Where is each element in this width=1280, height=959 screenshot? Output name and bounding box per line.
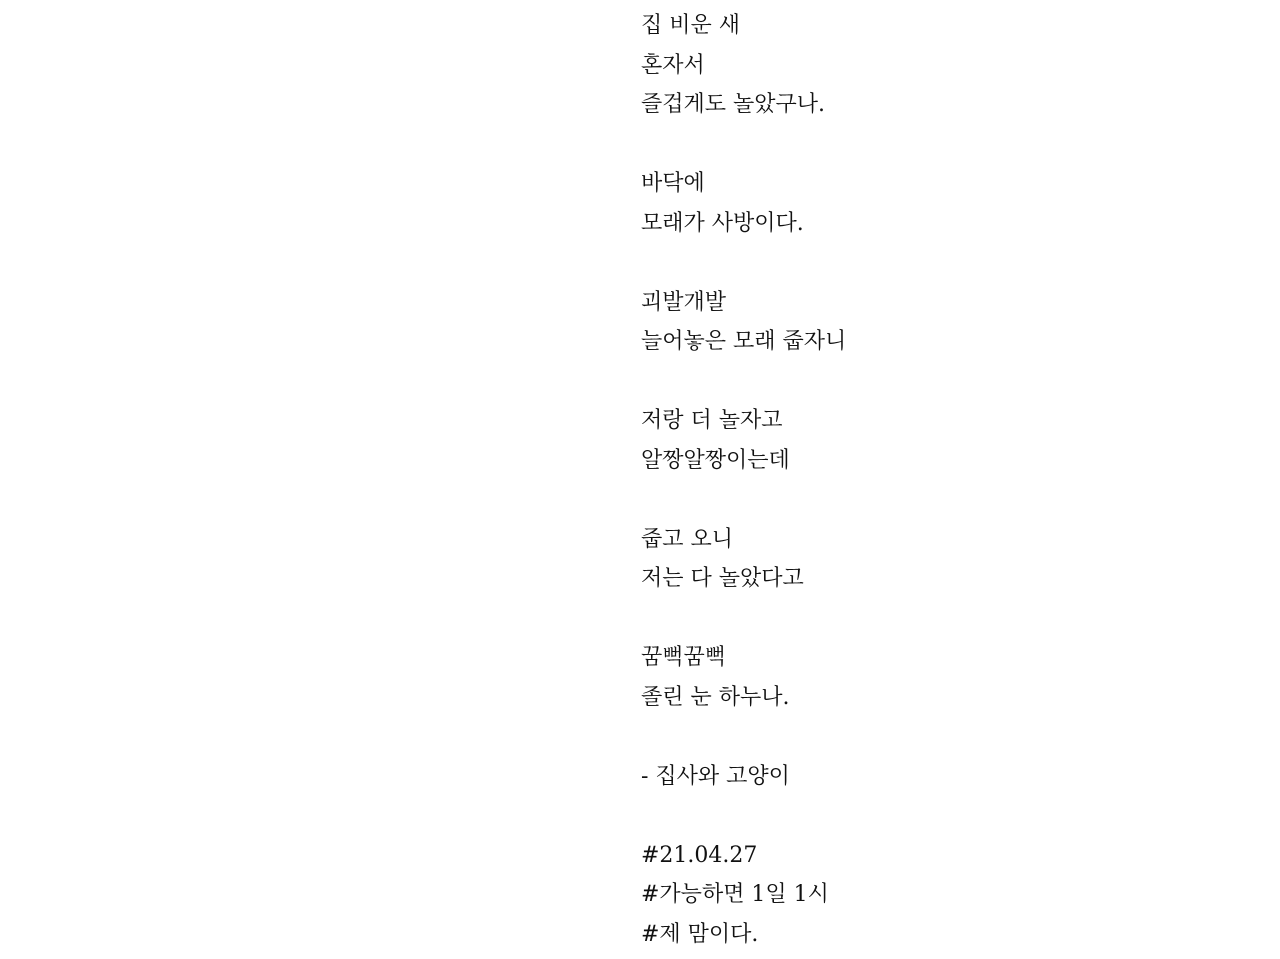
stanza <box>641 401 1241 480</box>
poem-line: 괴발개발 <box>641 289 727 315</box>
stanza-break <box>641 243 1241 283</box>
hashtag-date: #21.04.27 <box>641 842 758 868</box>
poem-line: 바닥에 <box>641 171 705 196</box>
poem-line: 꿈뻑꿈뻑 <box>641 645 727 670</box>
poem-line: 알짱알짱이는데 <box>641 447 790 473</box>
poem-line: 즐겁게도 놀았구나. <box>641 92 826 117</box>
stanza-break <box>641 362 1241 402</box>
poem-line: 졸린 눈 하누나. <box>641 684 790 710</box>
stanza <box>641 520 1241 599</box>
poem-line: 집 비운 새 <box>641 13 740 38</box>
poem-line: 혼자서 <box>641 52 705 78</box>
poem-signature <box>641 757 1241 797</box>
stanza <box>641 283 1241 362</box>
poem-line: 줍고 오니 <box>641 526 734 552</box>
poem-hashtags <box>641 836 1241 955</box>
stanza <box>641 638 1241 717</box>
hashtag-line: #가능하면 1일 1시 <box>641 882 829 907</box>
hashtag-line: #제 맘이다. <box>641 921 759 947</box>
stanza <box>641 6 1241 125</box>
stanza-break <box>641 480 1241 520</box>
stanza-break <box>641 796 1241 836</box>
poem-line: 저는 다 놀았다고 <box>641 566 804 591</box>
poem-body <box>641 6 1241 954</box>
stanza-break <box>641 125 1241 165</box>
stanza-break <box>641 717 1241 757</box>
poem-author-line: - 집사와 고양이 <box>641 763 790 789</box>
stanza <box>641 164 1241 243</box>
poem-line: 늘어놓은 모래 줍자니 <box>641 329 847 354</box>
poem-line: 모래가 사방이다. <box>641 210 804 236</box>
poem-line: 저랑 더 놀자고 <box>641 408 783 433</box>
stanza-break <box>641 599 1241 639</box>
